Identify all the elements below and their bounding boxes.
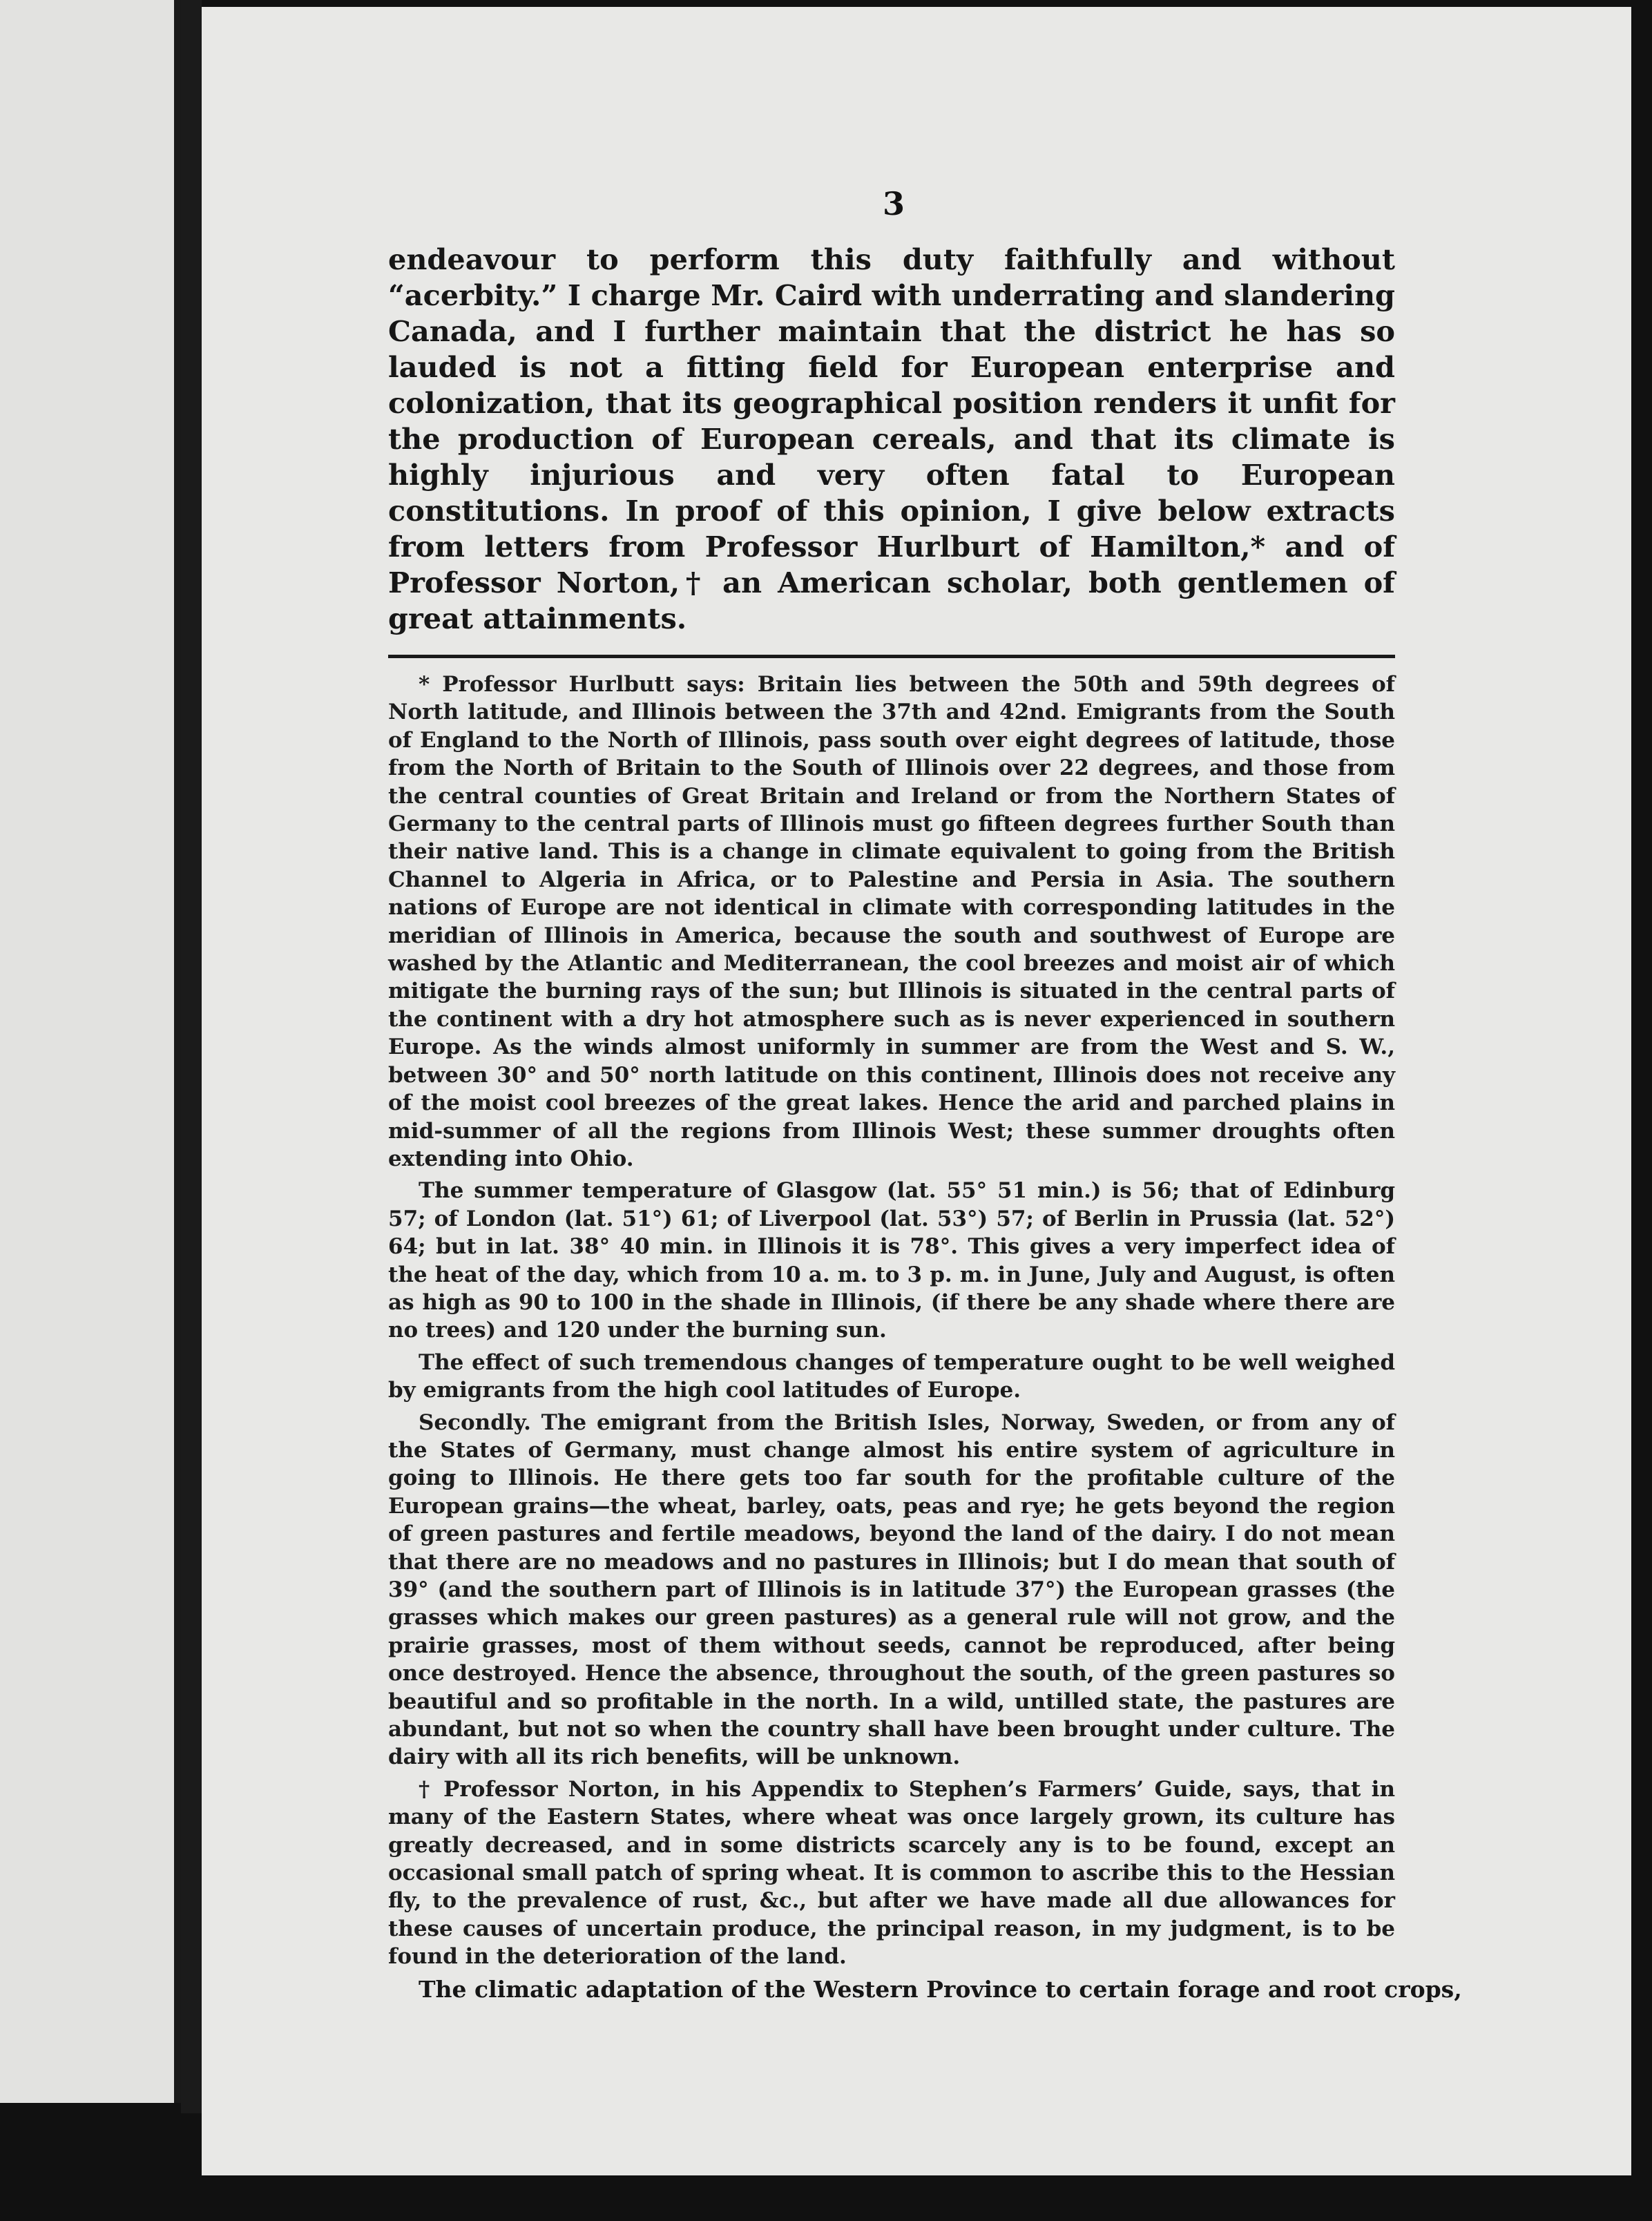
continuation-line: The climatic adaptation of the Western Province to certain forage and root crops, (419, 1975, 1462, 2003)
main-paragraph: endeavour to perform this duty faithfully and without “acerbity.” I charge Mr. Caird with underrating and slandering Canada, and I further maintain that the district he has so lauded is not a fitting field for European enterprise and colonization, that its geographical position renders it unfit for the production of European cereals, and that its climate is highly injurious and very often fatal to European constitutions. In proof of this opinion, I give below extracts from letters from Professor Hurlburt of Hamilton,* and of Professor Norton,† an American scholar, both gentlemen of great attainments. (388, 242, 1395, 635)
footnote-norton: † Professor Norton, in his Appendix to Stephen’s Farmers’ Guide, says, that in many of the Eastern States, where wheat was once largely grown, its culture has greatly decreased, and in some districts scarcely any is to be found, except an occasional small patch of spring wheat. It is common to ascribe this to the Hessian fly, to the prevalence of rust, &c., but after we have made all due allowances for these causes of uncertain produce, the principal reason, in my judgment, is to be found in the deterioration of the land. (388, 1776, 1395, 1970)
footnote-divider (388, 655, 1395, 658)
page-content (388, 242, 1462, 2004)
facing-page-edge (0, 0, 181, 2103)
footnote-secondly: Secondly. The emigrant from the British Isles, Norway, Sweden, or from any of the States of Germany, must change almost his entire system of agriculture in going to Illinois. He there gets too far south for the profitable culture of the European grains—the wheat, barley, oats, peas and rye; he gets beyond the region of green pastures and fertile meadows, beyond the land of the dairy. I do not mean that there are no meadows and no pastures in Illinois; but I do mean that south of 39° (and the southern part of Illinois is in latitude 37°) the European grasses (the grasses which makes our green pastures) as a general rule will not grow, and the prairie grasses, most of them without seeds, cannot be reproduced, after being once destroyed. Hence the absence, throughout the south, of the green pastures so beautiful and so profitable in the north. In a wild, untilled state, the pastures are abundant, but not so when the country shall have been brought under culture. The dairy with all its rich benefits, will be unknown. (388, 1410, 1395, 1770)
footnote-hurlbut: * Professor Hurlbutt says: Britain lies between the 50th and 59th degrees of North latitude, and Illinois between the 37th and 42nd. Emigrants from the South of England to the North of Illinois, pass south over eight degrees of latitude, those from the North of Britain to the South of Illinois over 22 degrees, and those from the central counties of Great Britain and Ireland or from the Northern States of Germany to the central parts of Illinois must go fifteen degrees further South than their native land. This is a change in climate equivalent to going from the British Channel to Algeria in Africa, or to Palestine and Persia in Asia. The southern nations of Europe are not identical in climate with corresponding latitudes in the meridian of Illinois in America, because the south and southwest of Europe are washed by the Atlantic and Mediterranean, the cool breezes and moist air of which mitigate the burning rays of the sun; but Illinois is situated in the central parts of the continent with a dry hot atmosphere such as is never experienced in southern Europe. As the winds almost uniformly in summer are from the West and S. W., between 30° and 50° north latitude on this continent, Illinois does not receive any of the moist cool breezes of the great lakes. Hence the arid and parched plains in mid-summer of all the regions from Illinois West; these summer droughts often extending into Ohio. (388, 672, 1395, 1171)
page-number: 3 (883, 185, 905, 222)
footnote-temperature: The summer temperature of Glasgow (lat. 55° 51 min.) is 56; that of Edinburg 57; of London (lat. 51°) 61; of Liverpool (lat. 53°) 57; of Berlin in Prussia (lat. 52°) 64; but in lat. 38° 40 min. in Illinois it is 78°. This gives a very imperfect idea of the heat of the day, which from 10 a. m. to 3 p. m. in June, July and August, is often as high as 90 to 100 in the shade in Illinois, (if there be any shade where there are no trees) and 120 under the burning sun. (388, 1178, 1395, 1343)
page-gutter-shadow (181, 0, 202, 2113)
footnote-effect: The effect of such tremendous changes of temperature ought to be well weighed by emigrants from the high cool latitudes of Europe. (388, 1349, 1395, 1403)
